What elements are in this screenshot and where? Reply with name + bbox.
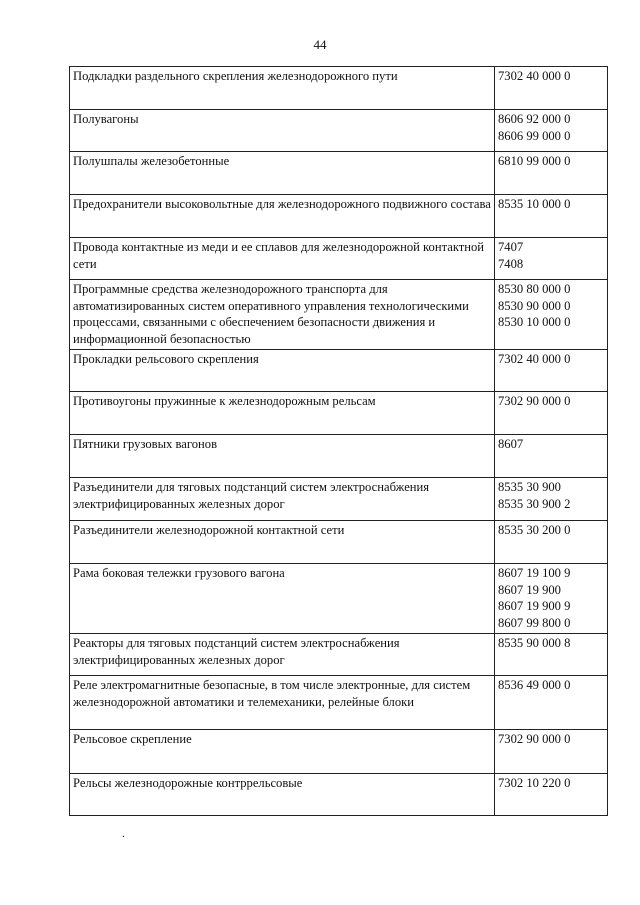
product-code-cell (495, 676, 608, 730)
product-name: Предохранители высоковольтные для железнодорожного подвижного состава (73, 197, 491, 211)
product-code: 8530 90 000 0 (498, 298, 571, 313)
product-code: 7302 90 000 0 (498, 732, 571, 746)
product-name-cell (70, 521, 495, 564)
product-code-cell (495, 774, 608, 816)
table-row (70, 521, 608, 564)
table-row (70, 478, 608, 521)
product-code: 8607 99 800 0 (498, 615, 571, 630)
product-name-cell (70, 634, 495, 676)
table-row (70, 774, 608, 816)
product-name-cell (70, 676, 495, 730)
product-name-cell (70, 435, 495, 478)
stray-dot-mark: . (122, 826, 125, 840)
product-code: 8606 92 000 0 (498, 112, 571, 126)
product-code: 8536 49 000 0 (498, 678, 571, 692)
product-code-cell (495, 238, 608, 280)
product-name: Подкладки раздельного скрепления железнодорожного пути (73, 69, 398, 83)
product-code-cell (495, 350, 608, 392)
product-code: 7302 90 000 0 (498, 394, 571, 408)
table-row (70, 238, 608, 280)
product-name: Рама боковая тележки грузового вагона (73, 566, 285, 580)
table-row (70, 676, 608, 730)
product-name: Рельсы железнодорожные контррельсовые (73, 776, 303, 790)
product-name-cell (70, 774, 495, 816)
product-code: 8530 10 000 0 (498, 315, 571, 329)
table-row (70, 152, 608, 195)
product-code: 8535 30 900 (498, 480, 561, 494)
table-row (70, 730, 608, 774)
table-row (70, 195, 608, 238)
product-code: 7407 (498, 240, 524, 254)
product-name: Разъединители железнодорожной контактной сети (73, 523, 345, 537)
product-name: Рельсовое скрепление (73, 732, 192, 746)
product-code: 6810 99 000 0 (498, 154, 571, 168)
table-row (70, 564, 608, 634)
product-name-cell (70, 67, 495, 110)
product-name-cell (70, 238, 495, 280)
product-code-cell (495, 152, 608, 195)
product-name: Реакторы для тяговых подстанций систем электроснабжения электрифицированных железных дорог (73, 636, 400, 667)
product-code: 8530 80 000 0 (498, 282, 571, 296)
table-row (70, 392, 608, 435)
table-row (70, 110, 608, 152)
table-row (70, 435, 608, 478)
product-code: 8535 30 900 2 (498, 496, 571, 511)
product-name: Провода контактные из меди и ее сплавов для железнодорожной контактной сети (73, 240, 485, 271)
product-name: Полувагоны (73, 112, 139, 126)
product-name: Пятники грузовых вагонов (73, 437, 218, 451)
product-code-cell (495, 392, 608, 435)
product-name: Полушпалы железобетонные (73, 154, 230, 168)
table-row (70, 634, 608, 676)
product-code: 7302 40 000 0 (498, 352, 571, 366)
table-body (70, 67, 608, 816)
product-name: Противоугоны пружинные к железнодорожным рельсам (73, 394, 376, 408)
product-name-cell (70, 350, 495, 392)
table-row (70, 67, 608, 110)
product-name: Программные средства железнодорожного транспорта для автоматизированных систем оперативного управления технологическими процессами, связанными с обеспечением безопасности движения и информационной безопасностью (73, 282, 469, 346)
product-name-cell (70, 280, 495, 350)
product-name-cell (70, 478, 495, 521)
product-code: 8607 19 900 (498, 582, 561, 597)
page-number: 44 (313, 37, 327, 52)
product-name-cell (70, 564, 495, 634)
product-name-cell (70, 392, 495, 435)
product-name: Разъединители для тяговых подстанций систем электроснабжения электрифицированных железных дорог (73, 480, 430, 511)
goods-code-table (69, 66, 608, 816)
table-row (70, 280, 608, 350)
product-name-cell (70, 195, 495, 238)
product-code: 7408 (498, 256, 524, 271)
product-code-cell (495, 564, 608, 634)
product-name: Прокладки рельсового скрепления (73, 352, 259, 366)
product-code-cell (495, 280, 608, 350)
product-name-cell (70, 152, 495, 195)
product-code-cell (495, 730, 608, 774)
product-code-cell (495, 634, 608, 676)
product-code-cell (495, 67, 608, 110)
product-code: 8606 99 000 0 (498, 128, 571, 143)
product-code: 8607 19 100 9 (498, 566, 571, 580)
product-code: 8535 90 000 8 (498, 636, 571, 650)
product-code-cell (495, 435, 608, 478)
product-code: 7302 10 220 0 (498, 776, 571, 790)
product-code: 8535 30 200 0 (498, 523, 571, 537)
product-name: Реле электромагнитные безопасные, в том числе электронные, для систем железнодорожной автоматики и телемеханики, релейные блоки (73, 678, 471, 709)
product-name-cell (70, 110, 495, 152)
product-code-cell (495, 521, 608, 564)
table-row (70, 350, 608, 392)
product-code: 7302 40 000 0 (498, 69, 571, 83)
product-code-cell (495, 110, 608, 152)
product-code: 8535 10 000 0 (498, 197, 571, 211)
product-code: 8607 (498, 437, 524, 451)
product-name-cell (70, 730, 495, 774)
product-code-cell (495, 195, 608, 238)
product-code: 8607 19 900 9 (498, 599, 571, 613)
product-code-cell (495, 478, 608, 521)
